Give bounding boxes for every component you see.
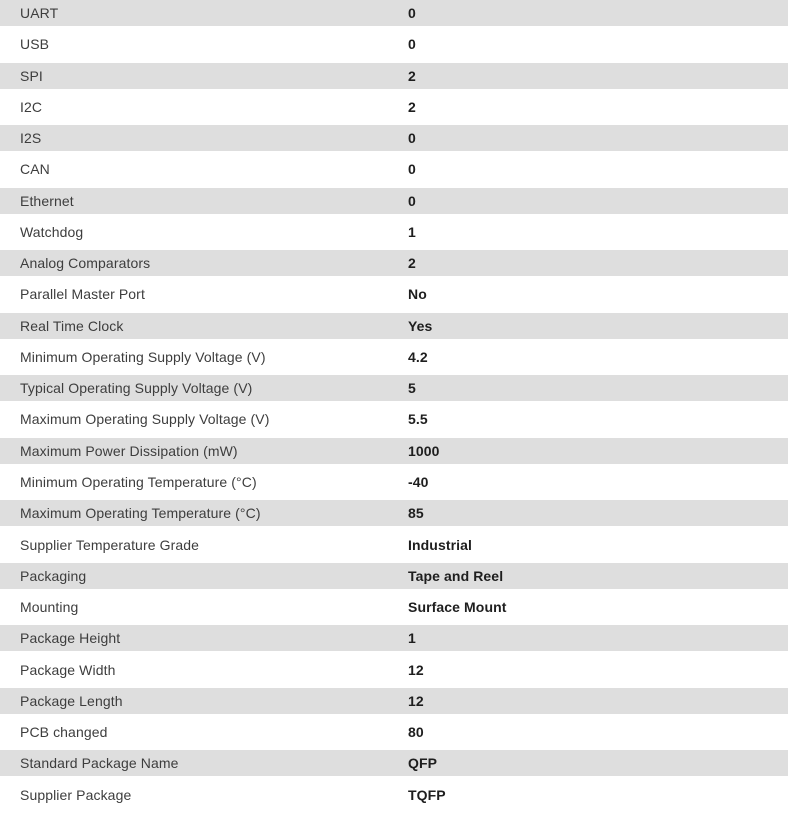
table-row: [0, 594, 788, 625]
table-row-band: [0, 375, 788, 401]
table-row-band: [0, 625, 788, 651]
table-row-band: [0, 750, 788, 776]
spec-attribute-label: Maximum Operating Supply Voltage (V): [20, 411, 270, 428]
table-row-band: [0, 63, 788, 89]
spec-attribute-value: 5: [408, 380, 416, 397]
spec-attribute-value: No: [408, 286, 427, 303]
spec-attribute-value: Surface Mount: [408, 599, 507, 616]
spec-attribute-value: QFP: [408, 755, 438, 772]
spec-attribute-label: Package Length: [20, 692, 123, 709]
table-row-band: [0, 94, 788, 120]
spec-attribute-label: Minimum Operating Temperature (°C): [20, 473, 257, 490]
spec-attribute-value: 12: [408, 692, 424, 709]
table-row-band: [0, 657, 788, 683]
table-row-band: [0, 313, 788, 339]
spec-attribute-value: Tape and Reel: [408, 567, 504, 584]
table-row: [0, 344, 788, 375]
spec-attribute-value: Industrial: [408, 536, 473, 553]
table-row: [0, 469, 788, 500]
table-row: [0, 750, 788, 781]
spec-attribute-value: 5.5: [408, 411, 428, 428]
table-row: [0, 31, 788, 62]
spec-attribute-label: Ethernet: [20, 192, 74, 209]
spec-attribute-label: Typical Operating Supply Voltage (V): [20, 380, 253, 397]
table-row-band: [0, 719, 788, 745]
spec-attribute-value: -40: [408, 473, 429, 490]
table-row-band: [0, 250, 788, 276]
table-row-band: [0, 438, 788, 464]
table-row: [0, 688, 788, 719]
table-row: [0, 188, 788, 219]
table-row: [0, 375, 788, 406]
spec-attribute-value: 1000: [408, 442, 440, 459]
spec-attribute-value: 2: [408, 98, 416, 115]
spec-attribute-label: Package Height: [20, 630, 121, 647]
spec-attribute-label: Supplier Temperature Grade: [20, 536, 199, 553]
spec-attribute-label: Watchdog: [20, 223, 84, 240]
table-row-band: [0, 281, 788, 307]
spec-attribute-label: Maximum Operating Temperature (°C): [20, 505, 261, 522]
spec-attribute-label: SPI: [20, 67, 43, 84]
table-row: [0, 281, 788, 312]
table-row: [0, 438, 788, 469]
table-row: [0, 782, 788, 813]
table-row: [0, 250, 788, 281]
table-row: [0, 532, 788, 563]
spec-attribute-label: Package Width: [20, 661, 116, 678]
table-row: [0, 219, 788, 250]
spec-attribute-label: Packaging: [20, 567, 87, 584]
table-row: [0, 63, 788, 94]
spec-attribute-label: CAN: [20, 161, 50, 178]
spec-attribute-label: Standard Package Name: [20, 755, 179, 772]
table-row-band: [0, 594, 788, 620]
spec-attribute-value: 0: [408, 5, 416, 21]
table-row-band: [0, 188, 788, 214]
table-row-band: [0, 219, 788, 245]
table-row: [0, 657, 788, 688]
table-row: [0, 94, 788, 125]
table-row: [0, 156, 788, 187]
spec-attribute-value: 0: [408, 161, 416, 178]
spec-attribute-value: 4.2: [408, 348, 428, 365]
table-row: [0, 0, 788, 31]
spec-attribute-value: 80: [408, 724, 424, 741]
table-row-band: [0, 782, 788, 808]
spec-attribute-value: 0: [408, 36, 416, 53]
spec-attribute-value: 2: [408, 67, 416, 84]
table-row-band: [0, 156, 788, 182]
spec-attribute-value: 12: [408, 661, 424, 678]
table-row-band: [0, 31, 788, 57]
spec-attribute-label: USB: [20, 36, 50, 53]
table-row: [0, 406, 788, 437]
spec-attribute-label: Minimum Operating Supply Voltage (V): [20, 348, 266, 365]
spec-attribute-value: 1: [408, 223, 416, 240]
table-row-band: [0, 125, 788, 151]
spec-attribute-label: Supplier Package: [20, 786, 132, 803]
spec-attribute-label: I2S: [20, 130, 42, 147]
table-row-band: [0, 406, 788, 432]
table-row-band: [0, 532, 788, 558]
table-row: [0, 125, 788, 156]
spec-attribute-label: UART: [20, 5, 59, 21]
spec-attribute-label: Mounting: [20, 599, 79, 616]
spec-attribute-value: 1: [408, 630, 416, 647]
spec-attribute-value: 0: [408, 130, 416, 147]
table-row-band: [0, 469, 788, 495]
table-row-band: [0, 563, 788, 589]
spec-attribute-value: Yes: [408, 317, 433, 334]
table-row: [0, 563, 788, 594]
table-row: [0, 500, 788, 531]
table-row-band: [0, 688, 788, 714]
table-row: [0, 625, 788, 656]
table-row-band: [0, 500, 788, 526]
table-row: [0, 719, 788, 750]
spec-attribute-label: I2C: [20, 98, 43, 115]
table-row-band: [0, 344, 788, 370]
table-row-band: [0, 0, 788, 26]
spec-attribute-label: Analog Comparators: [20, 255, 151, 272]
spec-attribute-label: Maximum Power Dissipation (mW): [20, 442, 238, 459]
spec-attribute-value: 2: [408, 255, 416, 272]
spec-attribute-label: Real Time Clock: [20, 317, 124, 334]
spec-attribute-label: Parallel Master Port: [20, 286, 145, 303]
table-row: [0, 313, 788, 344]
spec-attribute-value: 0: [408, 192, 416, 209]
spec-attribute-value: 85: [408, 505, 424, 522]
spec-attribute-label: PCB changed: [20, 724, 108, 741]
spec-attribute-value: TQFP: [408, 786, 446, 803]
